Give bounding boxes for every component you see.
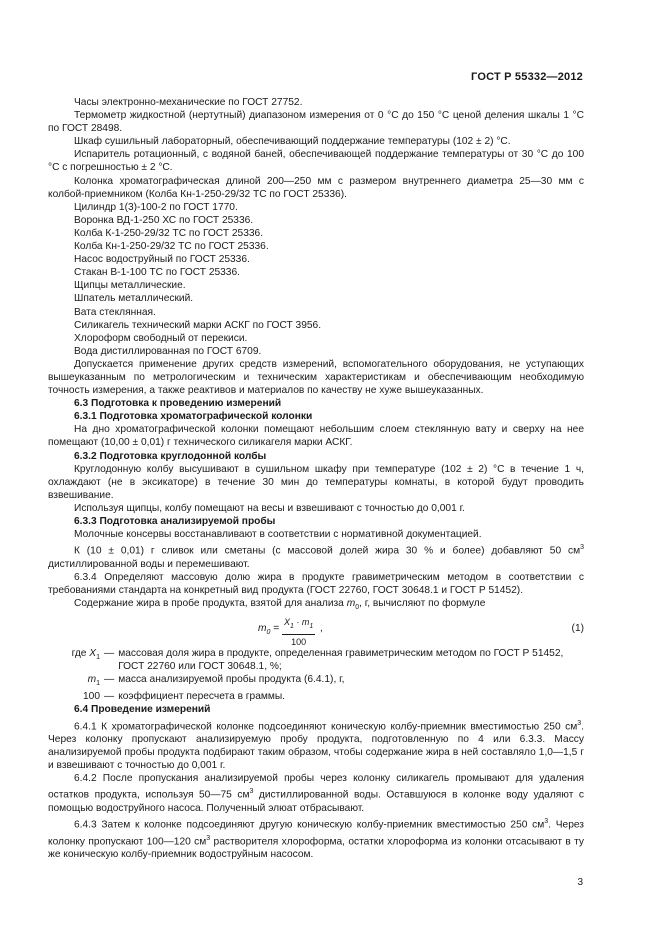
subscript: 0 (266, 629, 271, 637)
symbol-x: X (284, 617, 291, 628)
text-part: , г, вычисляют по формуле (359, 597, 486, 609)
paragraph-6-3-3a: Молочные консервы восстанавливают в соответствии с нормативной документацией. (74, 529, 482, 541)
legend-entry (48, 673, 584, 690)
equipment-line: Хлороформ свободный от перекиси. (74, 332, 248, 344)
formula-fraction (282, 616, 315, 649)
formula-comma: , (320, 623, 323, 635)
legend-dash: — (104, 691, 115, 703)
subscript: 1 (96, 680, 100, 688)
legend-lead: где (71, 648, 90, 660)
legend-text: массовая доля жира в продукте, определенная гравиметрическим методом по ГОСТ Р 51452, ГОСТ 22760 или ГОСТ 30648.1, %; (118, 648, 564, 673)
section-heading-6-3-3: 6.3.3 Подготовка анализируемой пробы (74, 516, 276, 527)
legend-entry (48, 690, 584, 703)
equipment-line: Стакан В-1-100 ТС по ГОСТ 25336. (74, 267, 240, 279)
paragraph-6-3-4: 6.3.4 Определяют массовую долю жира в продукте гравиметрическим методом в соответствии с требованиями стандарта на конкретный вид продукта (ГОСТ 22760, ГОСТ 30648.1 и ГОСТ Р 51452). (48, 571, 584, 596)
allowance-paragraph: Допускается применение других средств измерений, вспомогательного оборудования, не уступающих вышеуказанным по метрологическим и техническим характеристикам и обеспечивающим необходимую точность измерения, а также реактивов и материалов по качеству не хуже вышеуказанных. (48, 358, 584, 397)
paragraph-6-4-1 (48, 717, 584, 773)
equipment-line: Щипцы металлические. (74, 280, 186, 292)
text-part: . Через колонку пропускают 100—120 см (48, 819, 584, 847)
equipment-line: Шкаф сушильный лабораторный, обеспечивающий поддержание температуры (102 ± 2) °С. (74, 136, 511, 148)
equipment-line: Колба К-1-250-29/32 ТС по ГОСТ 25336. (74, 227, 264, 239)
superscript: 3 (544, 818, 549, 826)
equipment-line: Силикагель технический марки АСКГ по ГОСТ 3956. (74, 319, 322, 331)
legend-dash: — (104, 674, 115, 686)
section-heading-6-3-2: 6.3.2 Подготовка круглодонной колбы (74, 450, 267, 462)
symbol-x: X (89, 648, 97, 660)
subscript: 1 (309, 622, 314, 630)
section-heading-6-4: 6.4 Проведение измерений (74, 704, 211, 716)
superscript: 3 (206, 834, 211, 842)
legend-text: коэффициент пересчета в граммы. (118, 691, 286, 703)
superscript: 3 (249, 788, 254, 796)
subscript: 1 (290, 622, 294, 630)
equipment-line: Колонка хроматографическая длиной 200—250 мм с размером внутреннего диаметра 25—30 мм с колбой-приемником (Колба Кн-1-250-29/32 ТС по ГОСТ 25336). (48, 175, 584, 200)
paragraph-6-4-3 (48, 815, 584, 861)
paragraph-6-3-2b: Используя щипцы, колбу помещают на весы и взвешивают с точностью до 0,001 г. (74, 502, 465, 514)
equipment-line: Шпатель металлический. (74, 293, 194, 305)
text-part: Содержание жира в пробе продукта, взятой для анализа (74, 597, 347, 609)
text-part: растворителя хлороформа, остатки хлороформа из колонки отсасывают в ту же коническую колбу-приемник водоструйным насосом. (48, 835, 585, 860)
formula-1 (48, 616, 584, 646)
legend-symbol: 100 (83, 691, 100, 703)
symbol-m: m (301, 617, 310, 628)
text-part: 6.4.2 После пропускания анализируемой пробы через колонку силикагель промывают для удаления остатков продукта, используя 50—75 см (48, 773, 584, 801)
legend-text: масса анализируемой пробы продукта (6.4.1), г, (118, 674, 345, 686)
equipment-line: Испаритель ротационный, с водяной баней, обеспечивающей поддержание температуры от 30 °С до 100 °С с погрешностью ± 2 °С. (48, 149, 584, 174)
fraction-denominator: 100 (291, 636, 307, 647)
paragraph-6-3-1: На дно хроматографической колонки помещают небольшим слоем стеклянную вату и сверху на нее помещают (10,00 ± 0,01) г технического силикагеля марки АСКГ. (48, 424, 584, 449)
equipment-line: Термометр жидкостной (нертутный) диапазоном измерения от 0 °С до 150 °С ценой деления шкалы 1 °С по ГОСТ 28498. (48, 110, 584, 135)
formula-lhs (258, 622, 279, 639)
symbol-m: m (87, 674, 97, 686)
section-heading-6-3-1: 6.3.1 Подготовка хроматографической колонки (74, 411, 313, 423)
text-part: дистиллированной воды. Оставшуюся в колонке воду удаляют с помощью водоструйного насоса. Полученный элюат отбрасывают. (48, 789, 584, 814)
text-part: дистиллированной воды и перемешивают. (48, 558, 250, 570)
formula-number: (1) (571, 623, 584, 635)
paragraph-6-3-2a: Круглодонную колбу высушивают в сушильном шкафу при температуре (102 ± 2) °С в течение 1 ч, охлаждают (не в эксикаторе) в течение 30 мин до температуры комнаты, в которой будут проводить взвешивание. (48, 463, 584, 501)
symbol-m: m (258, 623, 267, 635)
legend-symbol (48, 647, 104, 673)
equipment-line: Вода дистиллированная по ГОСТ 6709. (74, 345, 262, 357)
equipment-line: Колба Кн-1-250-29/32 ТС по ГОСТ 25336. (74, 241, 269, 253)
dot-operator: · (293, 617, 302, 628)
page-number: 3 (577, 877, 583, 888)
standard-header: ГОСТ Р 55332—2012 (471, 71, 583, 83)
superscript: 3 (580, 544, 584, 552)
paragraph-formula-intro (48, 597, 584, 614)
legend-dash: — (104, 648, 115, 660)
legend-entry (48, 647, 584, 673)
equals-sign: = (270, 623, 280, 635)
paragraph-6-4-2 (48, 772, 584, 815)
equipment-line: Воронка ВД-1-250 ХС по ГОСТ 25336. (74, 214, 254, 226)
subscript: 0 (355, 603, 360, 611)
subscript: 1 (96, 654, 100, 662)
text-part: . Через колонку пропускают анализируемую пробу продукта, подготовленную по 4 или 6.3.3. Массу анализируемой пробы продукта подбирают таким образом, чтобы содержание жира в ней составляло 1,0—1,5 г и взвешивают с точностью до 0,001 г. (48, 720, 584, 772)
text-part: 6.4.3 Затем к колонке подсоединяют другую коническую колбу-приемник вместимостью 250 см (74, 819, 545, 831)
document-body (48, 96, 584, 861)
paragraph-6-3-3b (48, 541, 584, 571)
formula-legend (48, 647, 584, 703)
legend-symbol (48, 673, 104, 690)
section-heading-6-3: 6.3 Подготовка к проведению измерений (74, 398, 282, 410)
equipment-line: Часы электронно-механические по ГОСТ 27752. (74, 97, 303, 108)
equipment-line: Насос водоструйный по ГОСТ 25336. (74, 254, 250, 266)
equipment-line: Цилиндр 1(3)-100-2 по ГОСТ 1770. (74, 201, 238, 213)
symbol-m: m (346, 597, 356, 609)
text-part: К (10 ± 0,01) г сливок или сметаны (с массовой долей жира 30 % и более) добавляют 50 см (74, 545, 581, 557)
fraction-numerator (282, 616, 315, 635)
equipment-line: Вата стеклянная. (74, 306, 156, 318)
superscript: 3 (577, 719, 582, 727)
text-part: 6.4.1 К хроматографической колонке подсоединяют коническую колбу-приемник вместимостью 250 см (74, 720, 578, 732)
